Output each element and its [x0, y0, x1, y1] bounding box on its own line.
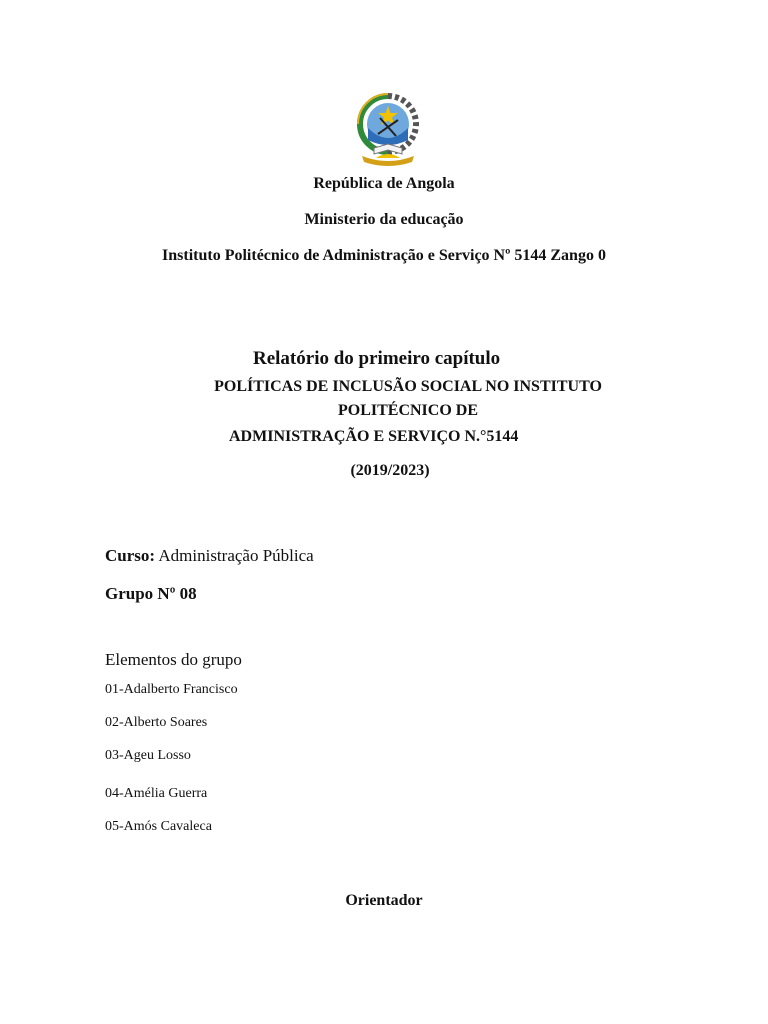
- member-item: 05-Amós Cavaleca: [105, 819, 212, 834]
- advisor-label: Orientador: [345, 892, 423, 909]
- course-label: Curso:: [105, 546, 156, 565]
- report-subtitle-line1: POLÍTICAS DE INCLUSÃO SOCIAL NO INSTITUTO: [214, 378, 602, 395]
- course-line: [105, 546, 314, 566]
- course-value: Administração Pública: [158, 546, 314, 565]
- group-number: Grupo Nº 08: [105, 584, 197, 603]
- member-item: 04-Amélia Guerra: [105, 786, 208, 801]
- angola-coat-of-arms-icon: [354, 88, 422, 168]
- report-period: (2019/2023): [350, 462, 430, 479]
- report-title: Relatório do primeiro capítulo: [253, 348, 501, 369]
- ministry-name: Ministerio da educação: [304, 211, 464, 228]
- report-subtitle-line3: ADMINISTRAÇÃO E SERVIÇO N.°5144: [229, 428, 519, 445]
- member-item: 03-Ageu Losso: [105, 748, 191, 763]
- member-item: 01-Adalberto Francisco: [105, 682, 238, 697]
- member-item: 02-Alberto Soares: [105, 715, 208, 730]
- members-heading: Elementos do grupo: [105, 650, 242, 669]
- country-name: República de Angola: [313, 175, 455, 192]
- institute-name: Instituto Politécnico de Administração e Serviço Nº 5144 Zango 0: [162, 247, 606, 264]
- report-subtitle-line2: POLITÉCNICO DE: [337, 402, 479, 419]
